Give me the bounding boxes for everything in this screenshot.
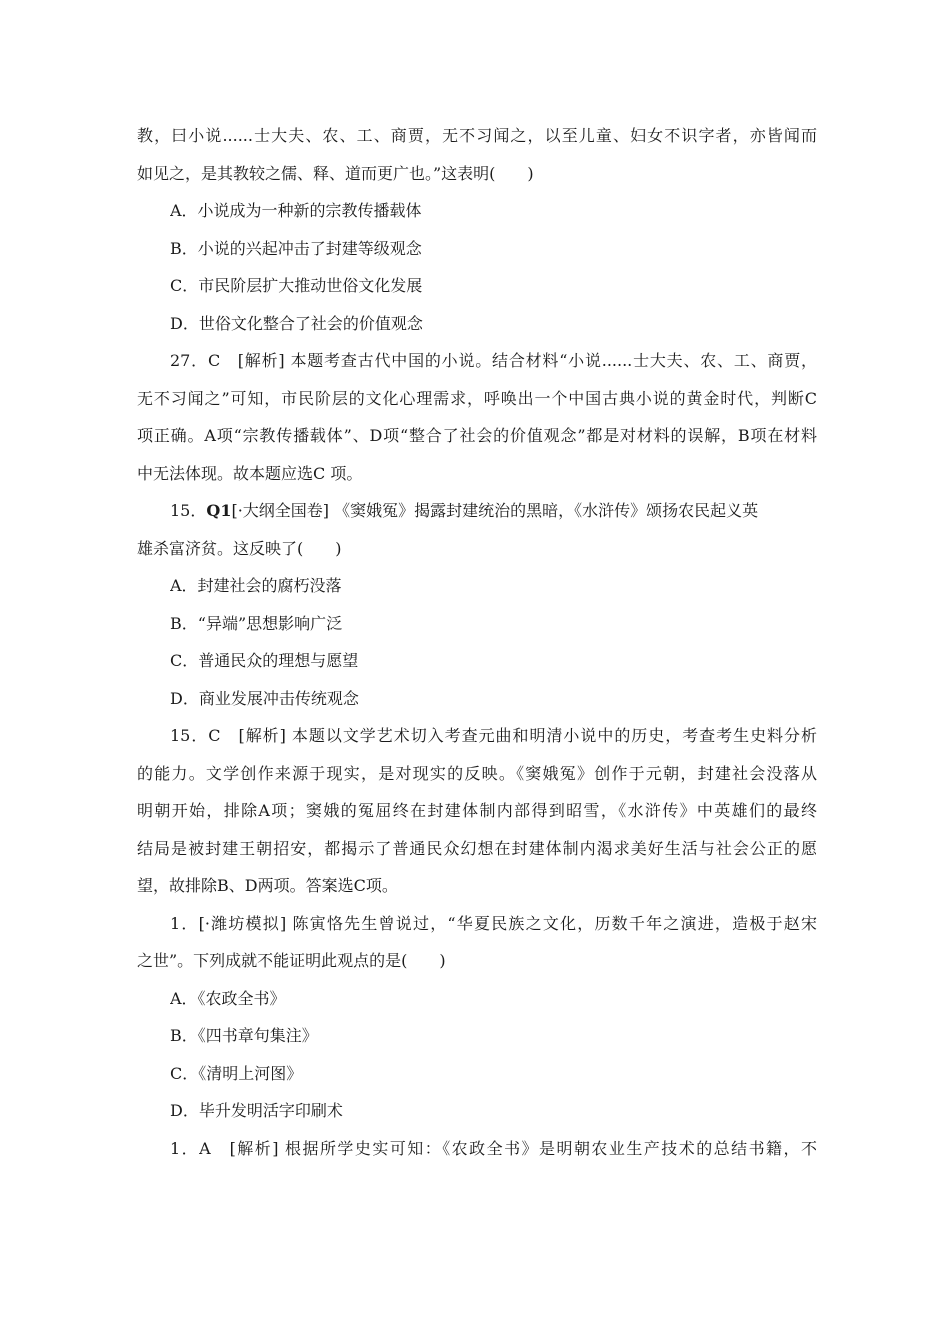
text-line: 望，故排除B、D两项。答案选C项。 [137, 876, 398, 895]
option-b: B．“异端”思想影响广泛 [170, 614, 343, 633]
question-1-stem: 1．[·潍坊模拟] 陈寅恪先生曾说过，“华夏民族之文化，历数千年之演进，造极于赵宋 [170, 914, 817, 933]
option-a: A．《农政全书》 [170, 989, 286, 1008]
text-line: 无不习闻之”可知，市民阶层的文化心理需求，呼唤出一个中国古典小说的黄金时代，判断C [137, 389, 817, 408]
question-code: Q1 [206, 501, 232, 520]
option-c: C．普通民众的理想与愿望 [170, 651, 359, 670]
answer-explanation: 15．C [解析] 本题以文学艺术切入考查元曲和明清小说中的历史，考查考生史料分析 [170, 726, 817, 745]
text-line: 的能力。文学创作来源于现实，是对现实的反映。《窦娥冤》创作于元朝，封建社会没落从 [137, 764, 817, 783]
option-a: A．小说成为一种新的宗教传播载体 [170, 201, 422, 220]
text-line: 明朝开始，排除A项；窦娥的冤屈终在封建体制内部得到昭雪，《水浒传》中英雄们的最终 [137, 801, 817, 820]
question-number: 15． [170, 501, 207, 520]
text-line: 教，曰小说......士大夫、农、工、商贾，无不习闻之，以至儿童、妇女不识字者，亦皆闻而 [137, 126, 817, 145]
text-line: 项正确。A项“宗教传播载体”、D项“整合了社会的价值观念”都是对材料的误解，B项在材料 [137, 426, 817, 445]
text-line: 中无法体现。故本题应选C 项。 [137, 464, 363, 483]
text-line: 结局是被封建王朝招安，都揭示了普通民众幻想在封建体制内渴求美好生活与社会公正的愿 [137, 839, 817, 858]
option-d: D．商业发展冲击传统观念 [170, 689, 359, 708]
text-line: 如见之，是其教较之儒、释、道而更广也。”这表明( ) [137, 164, 534, 183]
answer-explanation: 27．C [解析] 本题考查古代中国的小说。结合材料“小说......士大夫、农、工、商贾， [170, 351, 817, 370]
option-d: D．世俗文化整合了社会的价值观念 [170, 314, 423, 333]
option-a: A．封建社会的腐朽没落 [170, 576, 342, 595]
option-c: C．《清明上河图》 [170, 1064, 303, 1083]
question-15-stem [170, 497, 817, 525]
option-d: D．毕升发明活字印刷术 [170, 1101, 343, 1120]
option-c: C．市民阶层扩大推动世俗文化发展 [170, 276, 423, 295]
text-line: 之世”。下列成就不能证明此观点的是( ) [137, 951, 446, 970]
text-line: 雄杀富济贫。这反映了( ) [137, 539, 342, 558]
option-b: B．小说的兴起冲击了封建等级观念 [170, 239, 422, 258]
option-b: B．《四书章句集注》 [170, 1026, 318, 1045]
answer-explanation: 1．A [解析] 根据所学史实可知：《农政全书》是明朝农业生产技术的总结书籍，不 [170, 1139, 817, 1158]
question-text: [·大纲全国卷] 《窦娥冤》揭露封建统治的黑暗，《水浒传》颂扬农民起义英 [231, 501, 759, 520]
